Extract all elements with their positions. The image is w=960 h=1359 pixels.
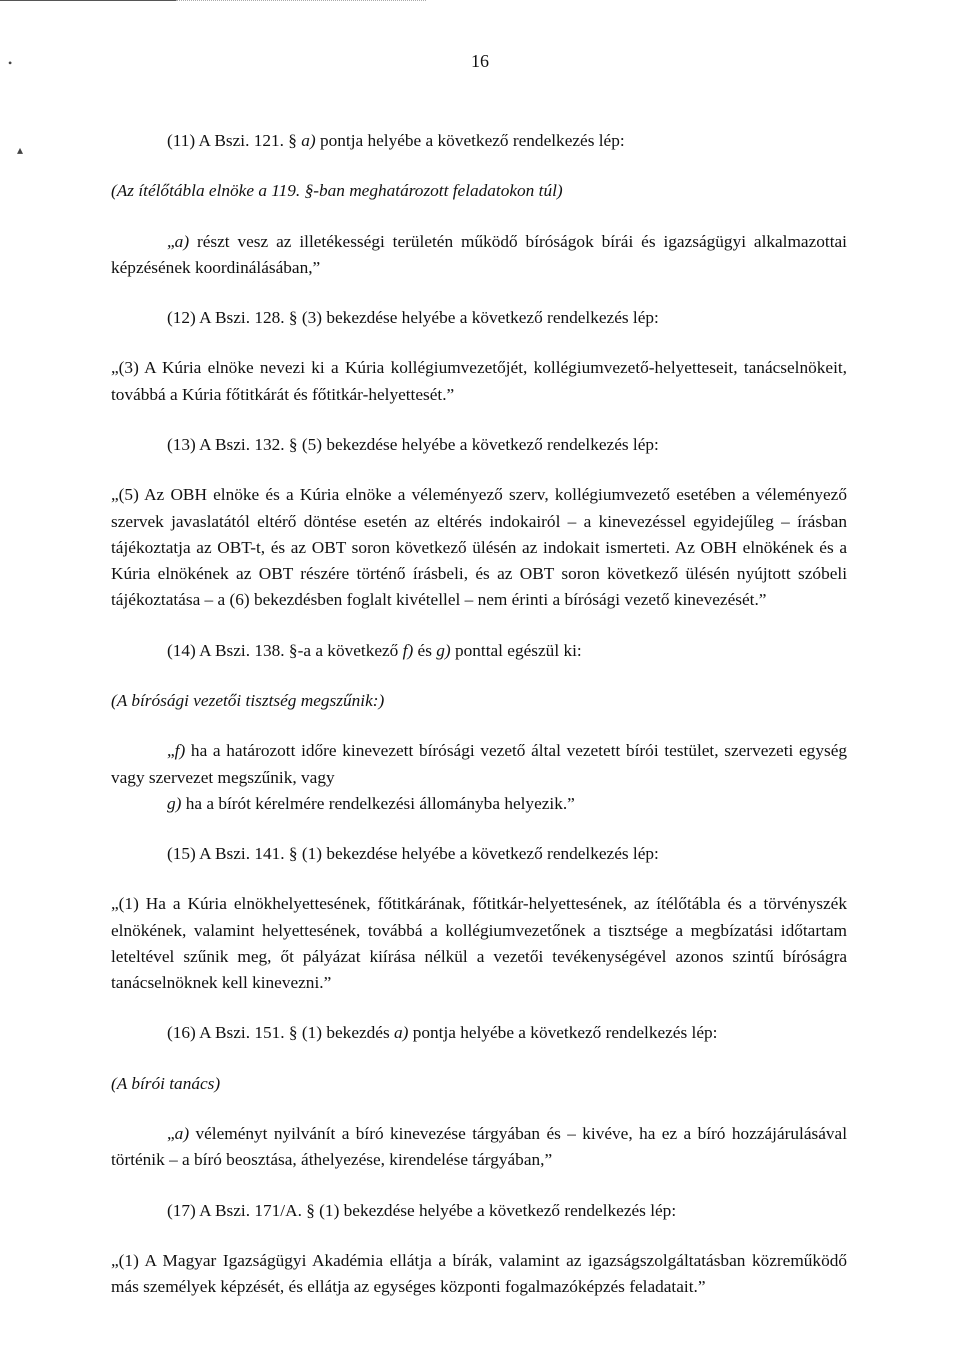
italic-run: f) xyxy=(174,741,186,761)
italic-run: a) xyxy=(394,1023,409,1043)
provision-text-p11 xyxy=(111,229,847,282)
text-run: „(1) Ha a Kúria elnökhelyettesének, főtitkárának, főtitkár-helyettesének, az ítélőtábla és a törvényszék elnökének, valamint helyettesének, továbbá a kollégiumvezetőnek a tisztsége a megbízatási időtartam leteltével szűnik meg, őt pályázat kiírása nélkül a vezetői tevékenységével azonos szintű bíróságra tanácselnöknek kell kinevezni.” xyxy=(111,894,847,993)
amendment-clause-c15 xyxy=(111,841,847,867)
amendment-clause-c12 xyxy=(111,305,847,331)
amendment-clause-c17 xyxy=(111,1198,847,1224)
italic-run: a) xyxy=(174,231,190,251)
text-run: ponttal egészül ki: xyxy=(450,640,582,660)
text-run: „(3) A Kúria elnöke nevezi ki a Kúria kollégiumvezetőjét, kollégiumvezető-helyetteseit, tanácselnökeit, továbbá a Kúria főtitkárát és főtitkár-helyettesét.” xyxy=(111,358,847,404)
italic-run: g) xyxy=(167,793,182,813)
text-run: „(5) Az OBH elnöke és a Kúria elnöke a véleményező szerv, kollégiumvezető esetében a véleményező szervek javaslatától eltérő döntése esetén az eltérés indokairól – a kinevezéssel egyidejűleg – írásban tájékoztatja az OBT-t, és az OBT soron következő ülésén az indokait ismerteti. Az OBH elnökének és a Kúria elnökének az OBT részére történő írásbeli, és az OBT soron következő ülésén nyújtott szóbeli tájékoztatása – a (6) bekezdésben foglalt kivétellel – nem érinti a bírósági vezető kinevezését.” xyxy=(111,485,847,610)
text-run: „ xyxy=(167,231,175,251)
text-run: „ xyxy=(167,1124,175,1144)
provision-text-p12 xyxy=(111,355,847,408)
text-run: ha a bírót kérelmére rendelkezési állományba helyezik.” xyxy=(181,793,575,813)
text-run: (12) A Bszi. 128. § (3) bekezdése helyébe a következő rendelkezés lép: xyxy=(167,308,659,328)
amendment-clause-c11 xyxy=(111,128,847,154)
provision-text-p13 xyxy=(111,482,847,613)
text-run: ha a határozott időre kinevezett bírósági vezető által vezetett bírói testület, szervezeti egység vagy szervezet megszűnik, vagy xyxy=(111,741,847,787)
italic-run: (Az ítélőtábla elnöke a 119. §-ban meghatározott feladatokon túl) xyxy=(111,181,563,201)
provision-text-p14b xyxy=(111,791,847,817)
italic-run: (A bírói tanács) xyxy=(111,1073,221,1093)
text-run: (16) A Bszi. 151. § (1) bekezdés xyxy=(167,1023,395,1043)
provision-text-p15 xyxy=(111,891,847,996)
provision-text-p14a xyxy=(111,738,847,791)
italic-run: a) xyxy=(301,131,316,150)
amendment-clause-c13 xyxy=(111,432,847,458)
amendment-clause-c16 xyxy=(111,1020,847,1046)
text-run: (17) A Bszi. 171/A. § (1) bekezdése helyébe a következő rendelkezés lép: xyxy=(167,1200,677,1220)
text-run: részt vesz az illetékességi területén működő bíróságok bírái és igazságügyi alkalmazottai képzésének koordinálásában,” xyxy=(111,231,847,277)
text-run: és xyxy=(413,640,437,660)
document-body xyxy=(111,128,847,1300)
provision-text-p17 xyxy=(111,1248,847,1301)
italic-run: (A bírósági vezetői tisztség megszűnik:) xyxy=(111,690,385,710)
text-run: „ xyxy=(167,741,175,761)
amendment-clause-c14 xyxy=(111,638,847,664)
italic-run: a) xyxy=(174,1124,190,1144)
scan-mark-dot: • xyxy=(8,56,13,70)
text-run: pontja helyébe a következő rendelkezés lép: xyxy=(408,1023,718,1043)
text-run: (15) A Bszi. 141. § (1) bekezdése helyébe a következő rendelkezés lép: xyxy=(167,844,659,864)
scan-mark-dot: ▴ xyxy=(17,143,24,157)
section-heading-h16 xyxy=(111,1071,847,1097)
top-rule xyxy=(0,0,176,1)
text-run: véleményt nyilvánít a bíró kinevezése tárgyában és – kivéve, ha ez a bíró hozzájárulásával történik – a bíró beosztása, áthelyezése, kirendelése tárgyában,” xyxy=(111,1124,847,1170)
section-heading-h14 xyxy=(111,688,847,714)
text-run: pontja helyébe a következő rendelkezés lép: xyxy=(315,131,625,150)
section-heading-h11 xyxy=(111,178,847,204)
top-dotted-rule xyxy=(176,0,426,1)
provision-text-p16 xyxy=(111,1121,847,1174)
italic-run: g) xyxy=(436,640,451,660)
italic-run: f) xyxy=(402,640,414,660)
text-run: (13) A Bszi. 132. § (5) bekezdése helyébe a következő rendelkezés lép: xyxy=(167,434,659,454)
page-number: 16 xyxy=(471,51,489,71)
text-run: (14) A Bszi. 138. §-a a következő xyxy=(167,640,403,660)
text-run: (11) A Bszi. 121. § xyxy=(167,131,302,150)
text-run: „(1) A Magyar Igazságügyi Akadémia ellátja a bírák, valamint az igazságszolgáltatásban közreműködő más személyek képzését, és ellátja az egységes központi fogalmazóképzés feladatait.” xyxy=(111,1250,847,1297)
